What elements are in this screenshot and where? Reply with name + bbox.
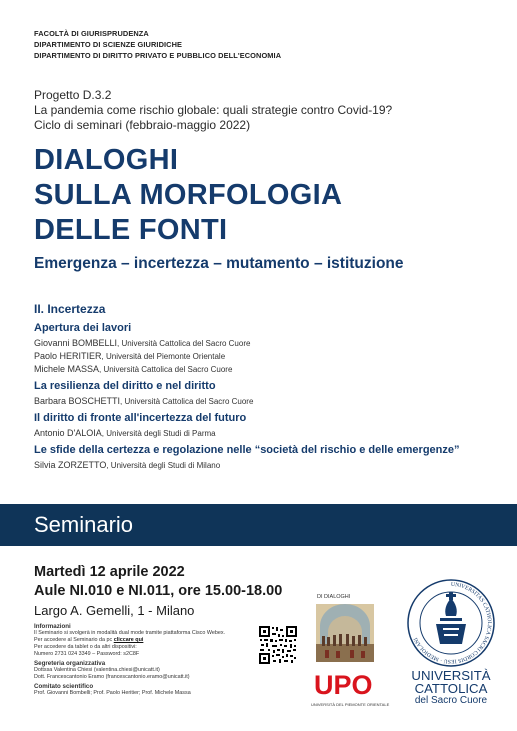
event-rooms: Aule NI.010 e NI.011, ore 15.00-18.00	[34, 583, 283, 599]
secretariat-heading: Segreteria organizzativa	[34, 660, 106, 667]
secretariat-line: Dott. Francescantonio Eramo (francescantonio.eramo@unicatt.it)	[34, 674, 190, 680]
department-line: DIPARTIMENTO DI DIRITTO PRIVATO E PUBBLICO DELL'ECONOMIA	[34, 51, 282, 60]
info-block	[34, 621, 254, 697]
project-info	[34, 88, 392, 133]
upo-logo	[313, 668, 375, 703]
ucsc-line: CATTOLICA	[414, 681, 488, 696]
band-label: Seminario	[34, 512, 134, 537]
event-date: Martedì 12 aprile 2022	[34, 564, 185, 580]
dialoghi-logo-label: DI DIALOGHI	[317, 594, 351, 600]
university-seal	[406, 578, 496, 668]
speaker-affiliation: , Università degli Studi di Milano	[106, 461, 221, 470]
speaker-name: Giovanni BOMBELLI	[34, 338, 118, 348]
talk-title: Le sfide della certezza e regolazione nelle “società del rischio e delle emergenze”	[34, 444, 460, 456]
speaker-name: Paolo HERITIER	[34, 351, 102, 361]
talk-title: La resilienza del diritto e nel diritto	[34, 380, 216, 392]
project-code: Progetto D.3.2	[34, 88, 112, 102]
title-line: SULLA MORFOLOGIA	[34, 179, 343, 211]
speaker	[34, 427, 504, 440]
info-line	[34, 637, 254, 644]
speaker-name: Antonio D'ALOIA	[34, 428, 102, 438]
speaker	[34, 350, 504, 363]
info-heading: Informazioni	[34, 623, 71, 630]
info-line: Per accedere da tablet o da altri dispositivi:	[34, 644, 137, 650]
event-datetime	[34, 563, 282, 601]
title-line: DELLE FONTI	[34, 214, 228, 246]
project-theme: La pandemia come rischio globale: quali strategie contro Covid-19?	[34, 103, 393, 117]
talk-title: Apertura dei lavori	[34, 322, 132, 334]
seal-text: UNIVERSITAS CATHOLICA SACRI CORDIS IESU · MEDIOLANI	[413, 581, 492, 665]
committee-heading: Comitato scientifico	[34, 683, 94, 690]
speaker-affiliation: , Università Cattolica del Sacro Cuore	[120, 397, 254, 406]
project-cycle: Ciclo di seminari (febbraio-maggio 2022)	[34, 118, 251, 132]
webex-link[interactable]: cliccare qui	[113, 637, 144, 643]
program-section: II. Incertezza	[34, 302, 106, 316]
speaker-name: Barbara BOSCHETTI	[34, 396, 121, 406]
upo-logo-text: UPO	[314, 670, 373, 698]
info-line: Il Seminario si svolgerà in modalità dual mode tramite piattaforma Cisco Webex.	[34, 630, 226, 636]
speaker-affiliation: , Università Cattolica del Sacro Cuore	[117, 339, 251, 348]
committee-line: Prof. Giovanni Bombelli; Prof. Paolo Heritier; Prof. Michele Massa	[34, 690, 191, 696]
speaker-name: Silvia ZORZETTO	[34, 460, 107, 470]
speaker-affiliation: , Università del Piemonte Orientale	[101, 352, 226, 361]
ucsc-logo	[402, 669, 500, 707]
event-place: Largo A. Gemelli, 1 - Milano	[34, 603, 195, 618]
speaker	[34, 395, 504, 408]
upo-logo-mark	[313, 668, 375, 698]
speaker-affiliation: , Università Cattolica del Sacro Cuore	[99, 365, 233, 374]
subtitle: Emergenza – incertezza – mutamento – istituzione	[34, 255, 404, 272]
speaker	[34, 459, 504, 472]
ucsc-line: UNIVERSITÀ	[411, 668, 491, 683]
speaker-affiliation: , Università degli Studi di Parma	[101, 429, 216, 438]
speaker	[34, 363, 504, 376]
ucsc-line: del Sacro Cuore	[414, 695, 488, 706]
program	[34, 302, 504, 472]
fresco-image	[316, 604, 374, 662]
speaker-name: Michele MASSA	[34, 364, 100, 374]
info-line: Numero 2731 024 3349 – Password: s2C8F	[34, 651, 140, 657]
page-title	[34, 143, 342, 248]
faculty-line: FACOLTÀ DI GIURISPRUDENZA	[34, 29, 149, 38]
title-line: DIALOGHI	[34, 144, 179, 176]
faculty-header	[34, 28, 281, 61]
info-text: Per accedere al Seminario da pc	[34, 637, 114, 643]
qr-code[interactable]	[258, 625, 298, 665]
seminar-band	[0, 504, 517, 546]
speaker	[34, 337, 504, 350]
upo-caption: UNIVERSITÀ DEL PIEMONTE ORIENTALE	[311, 702, 390, 707]
secretariat-line: Dottssa Valentina Chiesi (valentina.chiesi@unicatt.it)	[34, 667, 160, 673]
department-line: DIPARTIMENTO DI SCIENZE GIURIDICHE	[34, 40, 183, 49]
talk-title: Il diritto di fronte all'incertezza del futuro	[34, 412, 247, 424]
